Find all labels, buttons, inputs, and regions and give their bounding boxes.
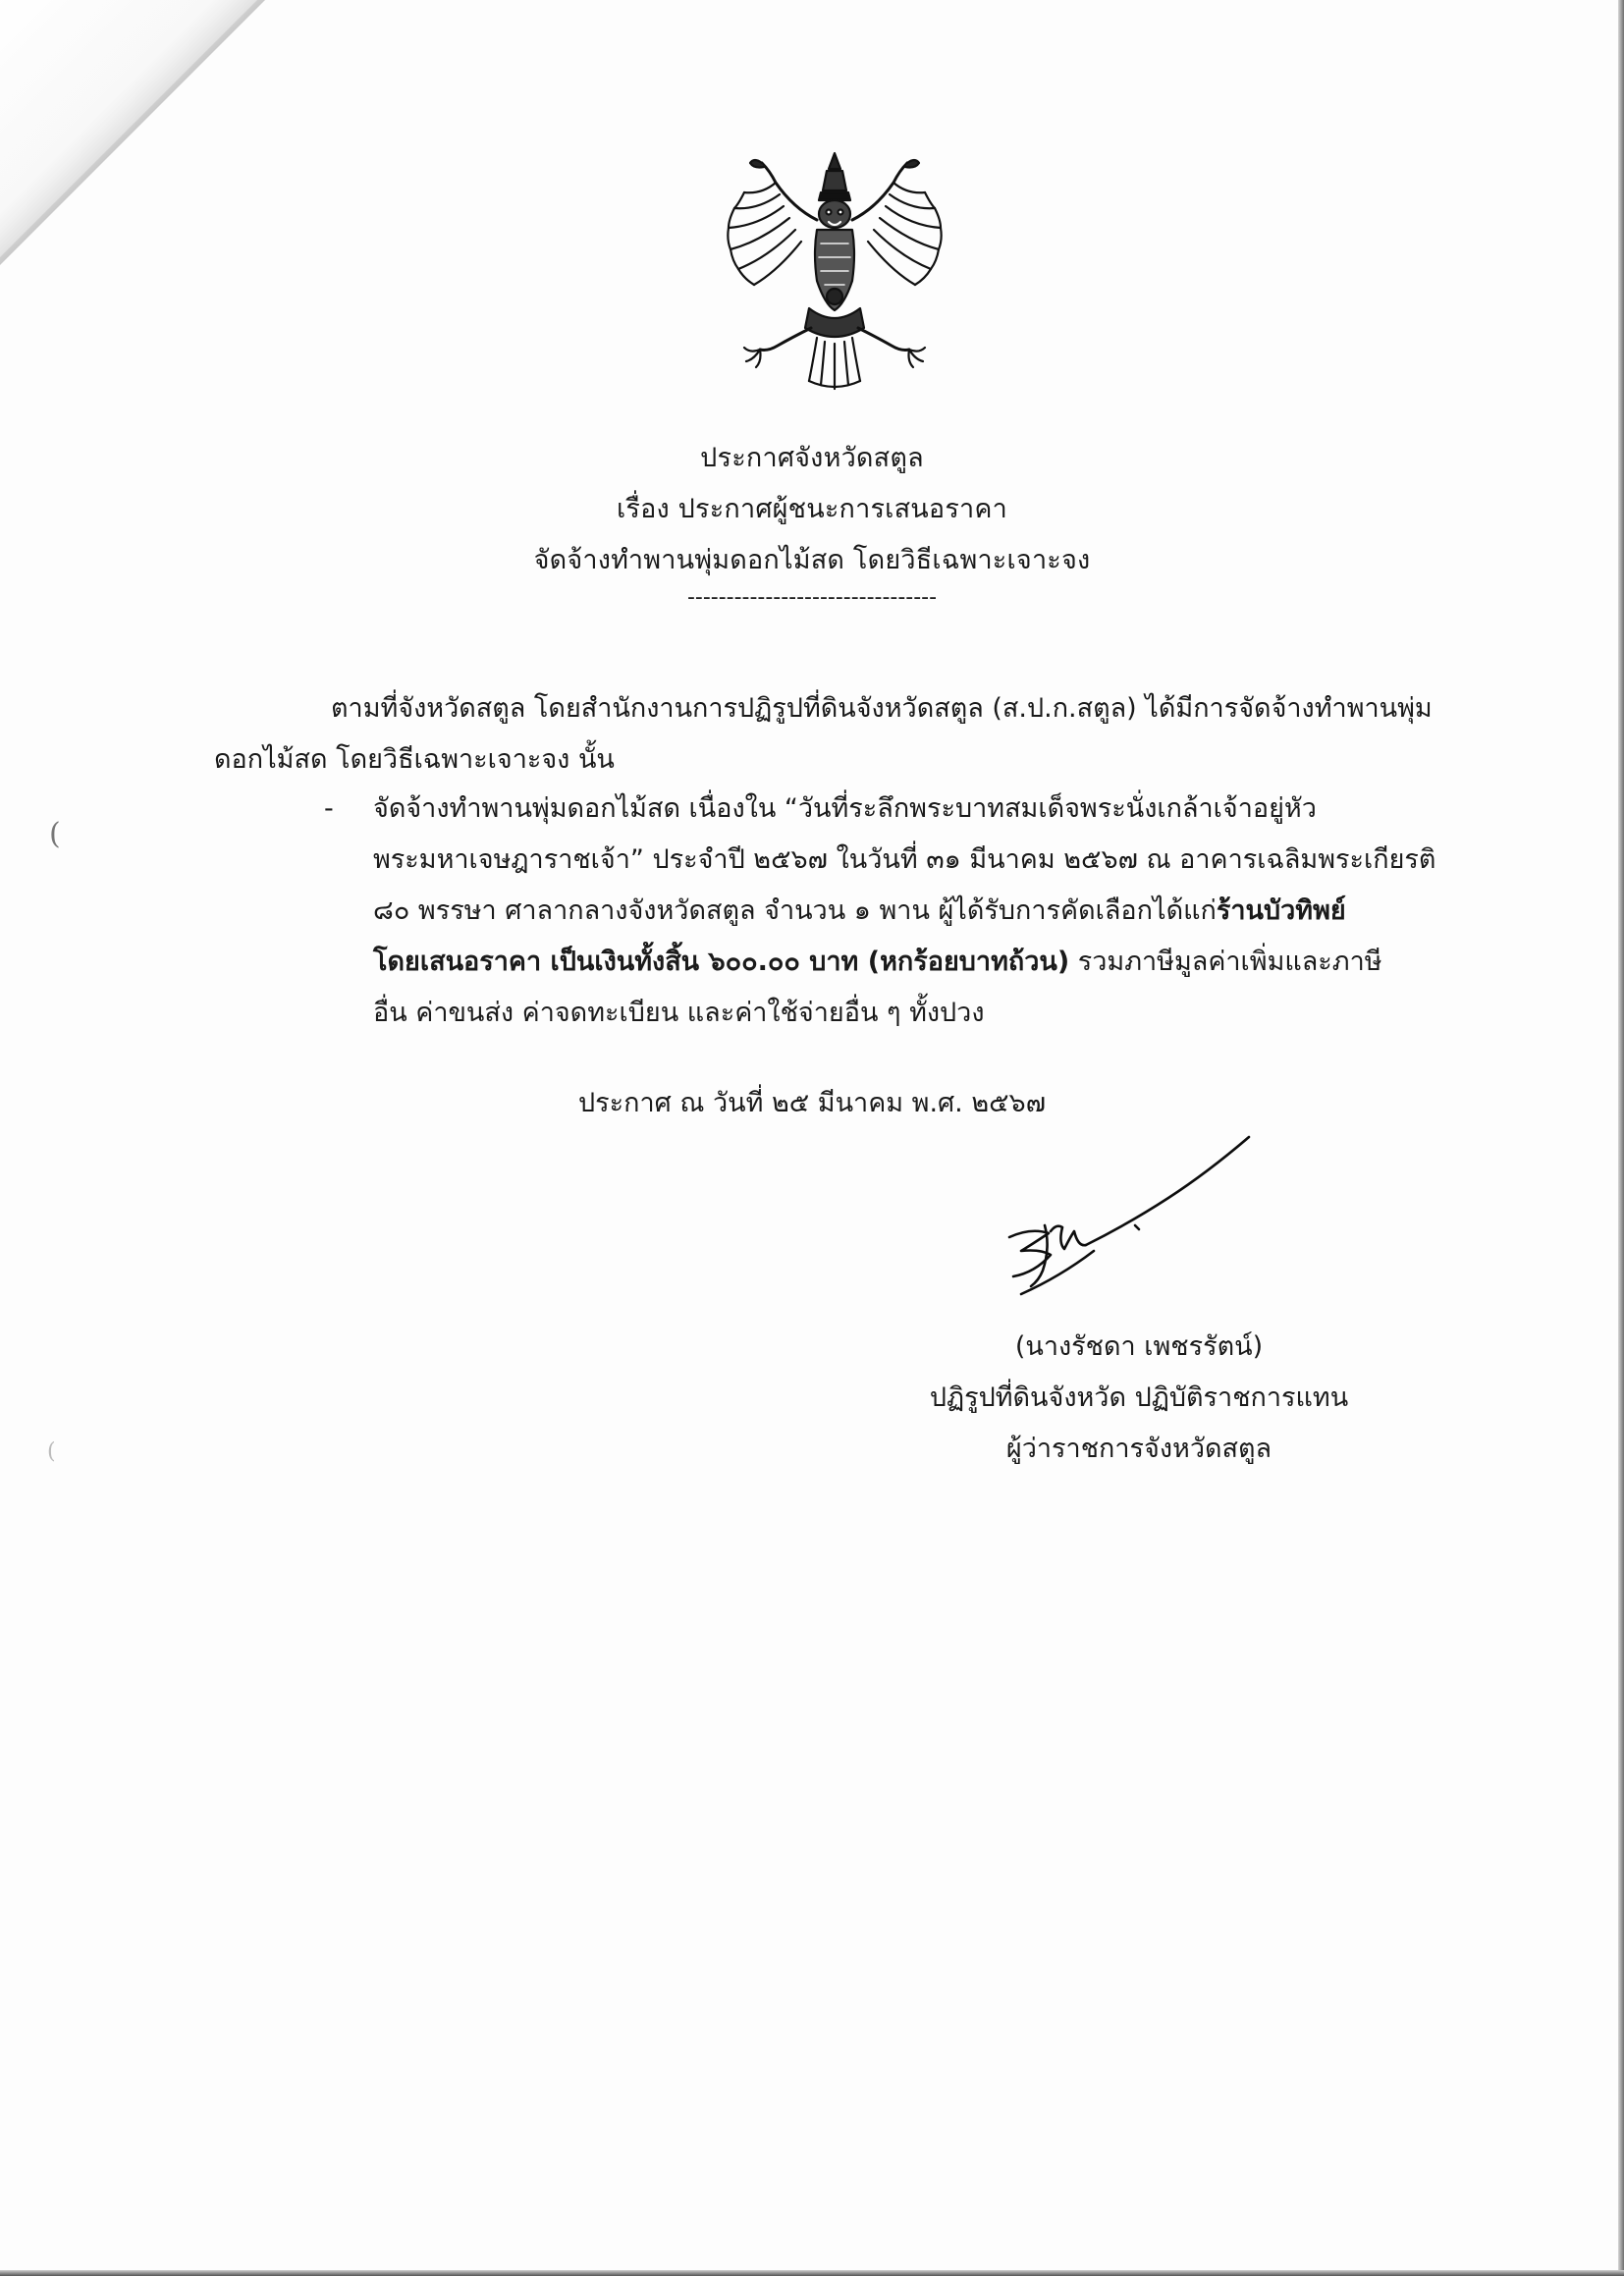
- bullet-text-line-4-normal: รวมภาษีมูลค่าเพิ่มและภาษี: [1069, 947, 1382, 977]
- announcement-date: ประกาศ ณ วันที่ ๒๕ มีนาคม พ.ศ. ๒๕๖๗: [577, 1088, 1047, 1118]
- winner-name: ร้านบัวทิพย์: [1216, 895, 1346, 926]
- bullet-text-line-3-normal: ๘๐ พรรษา ศาลากลางจังหวัดสตูล จำนวน ๑ พาน ผู้ได้รับการคัดเลือกได้แก่: [373, 895, 1217, 926]
- handwritten-signature: [992, 1129, 1267, 1316]
- signatory-position-line-1: ปฏิรูปที่ดินจังหวัด ปฏิบัติราชการแทน: [929, 1382, 1349, 1413]
- bullet-text-line-2: พระมหาเจษฎาราชเจ้า” ประจำปี ๒๕๖๗ ในวันที่ ๓๑ มีนาคม ๒๕๖๗ ณ อาคารเฉลิมพระเกียรติ: [373, 844, 1436, 875]
- header-divider: --------------------------------: [686, 585, 938, 610]
- bullet-text-line-5: อื่น ค่าขนส่ง ค่าจดทะเบียน และค่าใช้จ่ายอื่น ๆ ทั้งปวง: [373, 998, 985, 1028]
- winning-bid-amount: โดยเสนอราคา เป็นเงินทั้งสิ้น ๖๐๐.๐๐ บาท (หกร้อยบาทถ้วน): [373, 947, 1070, 977]
- intro-paragraph-line-2: ดอกไม้สด โดยวิธีเฉพาะเจาะจง นั้น: [214, 744, 615, 775]
- bullet-marker: -: [324, 793, 334, 824]
- folded-corner-highlight: [0, 0, 257, 257]
- signatory-name: (นางรัชดา เพชรรัตน์): [1014, 1331, 1264, 1362]
- punch-hole-mark: (: [47, 1439, 56, 1464]
- signatory-position-line-2: ผู้ว่าราชการจังหวัดสตูล: [1005, 1434, 1272, 1464]
- announcement-title: ประกาศจังหวัดสตูล: [700, 443, 924, 473]
- bullet-text-line-1: จัดจ้างทำพานพุ่มดอกไม้สด เนื่องใน “วันที่ระลึกพระบาทสมเด็จพระนั่งเกล้าเจ้าอยู่หัว: [373, 793, 1317, 824]
- scan-edge-bottom: [0, 2270, 1624, 2276]
- bullet-text-line-3: [373, 886, 1346, 937]
- punch-hole-mark: (: [49, 817, 61, 851]
- announcement-subject: เรื่อง ประกาศผู้ชนะการเสนอราคา: [616, 494, 1008, 524]
- garuda-emblem-icon: [715, 135, 954, 393]
- bullet-text-line-4: [373, 937, 1382, 988]
- scan-edge-right: [1618, 0, 1624, 2276]
- intro-paragraph-line-1: ตามที่จังหวัดสตูล โดยสำนักงานการปฏิรูปที่ดินจังหวัดสตูล (ส.ป.ก.สตูล) ได้มีการจัดจ้างทำพานพุ่ม: [331, 693, 1433, 724]
- announcement-procurement: จัดจ้างทำพานพุ่มดอกไม้สด โดยวิธีเฉพาะเจาะจง: [533, 545, 1091, 575]
